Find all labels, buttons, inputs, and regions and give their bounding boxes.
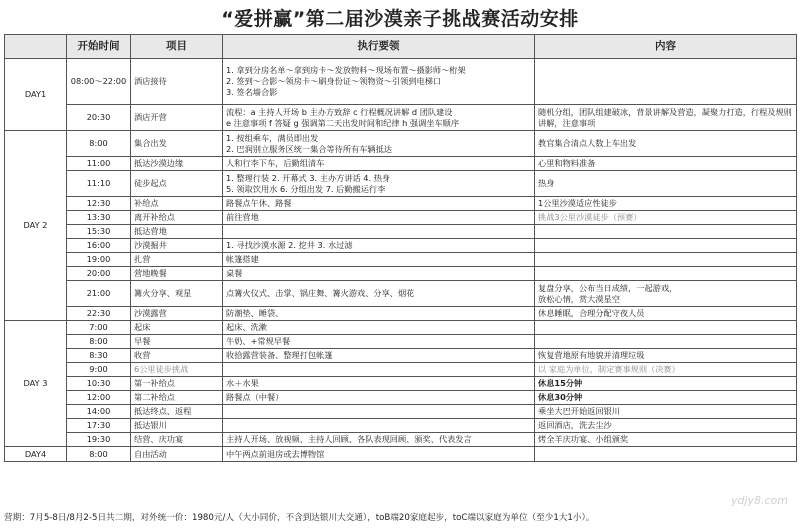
execution-cell: 收拾露营装备、整理打包帐篷 — [223, 349, 535, 363]
content-cell: 休息30分钟 — [535, 391, 797, 405]
execution-cell: 帐篷搭建 — [223, 253, 535, 267]
item-cell: 收营 — [131, 349, 223, 363]
start-time-cell: 13:30 — [67, 211, 131, 225]
content-cell — [535, 335, 797, 349]
item-cell: 沙漠露营 — [131, 307, 223, 321]
content-cell: 以 家庭为单位，制定赛事规则（决赛） — [535, 363, 797, 377]
content-cell: 随机分组，团队组建破冰，背景讲解及营造，凝聚力打造，行程及规则讲解，注意事项 — [535, 105, 797, 131]
table-row — [5, 377, 797, 391]
execution-cell: 防潮垫、睡袋、 — [223, 307, 535, 321]
content-cell — [535, 239, 797, 253]
table-row — [5, 267, 797, 281]
start-time-cell: 19:00 — [67, 253, 131, 267]
content-cell: 休息睡眠，合理分配守夜人员 — [535, 307, 797, 321]
item-cell: 6公里徒步挑战 — [131, 363, 223, 377]
schedule-body — [5, 59, 797, 462]
table-row — [5, 363, 797, 377]
execution-cell: 流程：a 主持人开场 b 主办方致辞 c 行程概况讲解 d 团队建设 e 注意事项 f 答疑 g 强调第二天出发时间和纪律 h 强调坐车顺序 — [223, 105, 535, 131]
schedule-table — [4, 34, 797, 462]
start-time-cell: 22:30 — [67, 307, 131, 321]
table-row — [5, 59, 797, 105]
table-row — [5, 105, 797, 131]
item-cell: 抵达沙漠边缘 — [131, 157, 223, 171]
start-time-cell: 20:00 — [67, 267, 131, 281]
item-cell: 沙漠掘井 — [131, 239, 223, 253]
execution-cell: 牛奶、+常规早餐 — [223, 335, 535, 349]
day-label: DAY 2 — [5, 131, 67, 321]
start-time-cell: 20:30 — [67, 105, 131, 131]
table-row — [5, 239, 797, 253]
item-cell: 徒步起点 — [131, 171, 223, 197]
start-time-cell: 16:00 — [67, 239, 131, 253]
table-row — [5, 225, 797, 239]
item-cell: 酒店开营 — [131, 105, 223, 131]
start-time-cell: 12:30 — [67, 197, 131, 211]
execution-cell — [223, 405, 535, 419]
item-cell: 酒店接待 — [131, 59, 223, 105]
execution-cell — [223, 363, 535, 377]
content-cell: 烤全羊庆功宴、小组颁奖 — [535, 433, 797, 447]
content-cell: 1公里沙漠适应性徒步 — [535, 197, 797, 211]
execution-cell — [223, 419, 535, 433]
item-cell: 扎营 — [131, 253, 223, 267]
header-execution: 执行要领 — [223, 35, 535, 59]
item-cell: 抵达营地 — [131, 225, 223, 239]
content-cell: 挑战3公里沙漠徒步（预赛） — [535, 211, 797, 225]
table-row — [5, 335, 797, 349]
item-cell: 抵达银川 — [131, 419, 223, 433]
execution-cell: 路餐点（中餐） — [223, 391, 535, 405]
item-cell: 自由活动 — [131, 447, 223, 462]
execution-cell: 1. 拿到分房名单～拿到房卡～发放物料～现场布置～摄影师～桁架 2. 签到～合影～领房卡～刷身份证～领物资～引领到电梯口 3. 签名墙合影 — [223, 59, 535, 105]
execution-cell: 1. 按组乘车，满员即出发 2. 巴润别立服务区统一集合等待所有车辆抵达 — [223, 131, 535, 157]
execution-cell: 路餐点午休、路餐 — [223, 197, 535, 211]
execution-cell: 起床、洗漱 — [223, 321, 535, 335]
table-row — [5, 171, 797, 197]
start-time-cell: 11:10 — [67, 171, 131, 197]
content-cell: 复盘分享，公布当日成绩，一起游戏， 放松心情，赏大漠星空 — [535, 281, 797, 307]
header-start-time: 开始时间 — [67, 35, 131, 59]
table-row — [5, 405, 797, 419]
item-cell: 补给点 — [131, 197, 223, 211]
item-cell: 抵达终点、返程 — [131, 405, 223, 419]
table-row — [5, 321, 797, 335]
content-cell: 恢复营地原有地貌并清理垃圾 — [535, 349, 797, 363]
table-row — [5, 157, 797, 171]
table-row — [5, 419, 797, 433]
table-header-row — [5, 35, 797, 59]
header-day — [5, 35, 67, 59]
start-time-cell: 10:30 — [67, 377, 131, 391]
table-row — [5, 349, 797, 363]
content-cell: 返回酒店，洗去尘沙 — [535, 419, 797, 433]
start-time-cell: 9:00 — [67, 363, 131, 377]
execution-cell: 1. 寻找沙漠水源 2. 挖井 3. 水过滤 — [223, 239, 535, 253]
start-time-cell: 21:00 — [67, 281, 131, 307]
content-cell — [535, 267, 797, 281]
table-row — [5, 253, 797, 267]
day-label: DAY4 — [5, 447, 67, 462]
execution-cell: 桌餐 — [223, 267, 535, 281]
content-cell: 乘坐大巴开始返回银川 — [535, 405, 797, 419]
start-time-cell: 12:00 — [67, 391, 131, 405]
execution-cell: 主持人开场、放视频、主持人回顾、各队表现回顾、颁奖、代表发言 — [223, 433, 535, 447]
start-time-cell: 8:30 — [67, 349, 131, 363]
start-time-cell: 15:30 — [67, 225, 131, 239]
start-time-cell: 17:30 — [67, 419, 131, 433]
content-cell: 热身 — [535, 171, 797, 197]
day-label: DAY1 — [5, 59, 67, 131]
table-row — [5, 281, 797, 307]
item-cell: 离开补给点 — [131, 211, 223, 225]
execution-cell: 1. 整理行装 2. 开幕式 3. 主办方讲话 4. 热身 5. 领取饮用水 6. 分组出发 7. 后勤搬运行李 — [223, 171, 535, 197]
item-cell: 篝火分享、观星 — [131, 281, 223, 307]
table-row — [5, 197, 797, 211]
table-row — [5, 433, 797, 447]
header-content: 内容 — [535, 35, 797, 59]
execution-cell: 前往营地 — [223, 211, 535, 225]
start-time-cell: 8:00 — [67, 335, 131, 349]
header-item: 项目 — [131, 35, 223, 59]
start-time-cell: 19:30 — [67, 433, 131, 447]
execution-cell: 点篝火仪式、击掌、锅庄舞、篝火游戏、分享、烟花 — [223, 281, 535, 307]
start-time-cell: 8:00 — [67, 447, 131, 462]
item-cell: 起床 — [131, 321, 223, 335]
start-time-cell: 11:00 — [67, 157, 131, 171]
watermark: ydjy8.com — [730, 494, 788, 507]
content-cell: 休息15分钟 — [535, 377, 797, 391]
footer-note: 营期：7月5-8日/8月2-5日共二期，对外统一价：1980元/人（大小同价，不含到达银川大交通），toB端20家庭起步，toC端以家庭为单位（至少1大1小）。 — [4, 513, 595, 523]
content-cell — [535, 321, 797, 335]
content-cell: 心里和物料准备 — [535, 157, 797, 171]
content-cell — [535, 253, 797, 267]
table-row — [5, 131, 797, 157]
item-cell: 集合出发 — [131, 131, 223, 157]
content-cell — [535, 447, 797, 462]
day-label: DAY 3 — [5, 321, 67, 447]
item-cell: 第二补给点 — [131, 391, 223, 405]
content-cell — [535, 225, 797, 239]
item-cell: 早餐 — [131, 335, 223, 349]
item-cell: 营地晚餐 — [131, 267, 223, 281]
execution-cell — [223, 225, 535, 239]
execution-cell: 水＋水果 — [223, 377, 535, 391]
start-time-cell: 7:00 — [67, 321, 131, 335]
start-time-cell: 14:00 — [67, 405, 131, 419]
start-time-cell: 08:00～22:00 — [67, 59, 131, 105]
table-row — [5, 211, 797, 225]
content-cell: 教官集合清点人数上车出发 — [535, 131, 797, 157]
table-row — [5, 307, 797, 321]
table-row — [5, 447, 797, 462]
item-cell: 结营、庆功宴 — [131, 433, 223, 447]
execution-cell: 人和行李下车，后勤组清车 — [223, 157, 535, 171]
table-row — [5, 391, 797, 405]
content-cell — [535, 59, 797, 105]
page-title: “爱拼赢”第二届沙漠亲子挑战赛活动安排 — [221, 8, 579, 30]
execution-cell: 中午两点前退房或去博物馆 — [223, 447, 535, 462]
item-cell: 第一补给点 — [131, 377, 223, 391]
start-time-cell: 8:00 — [67, 131, 131, 157]
